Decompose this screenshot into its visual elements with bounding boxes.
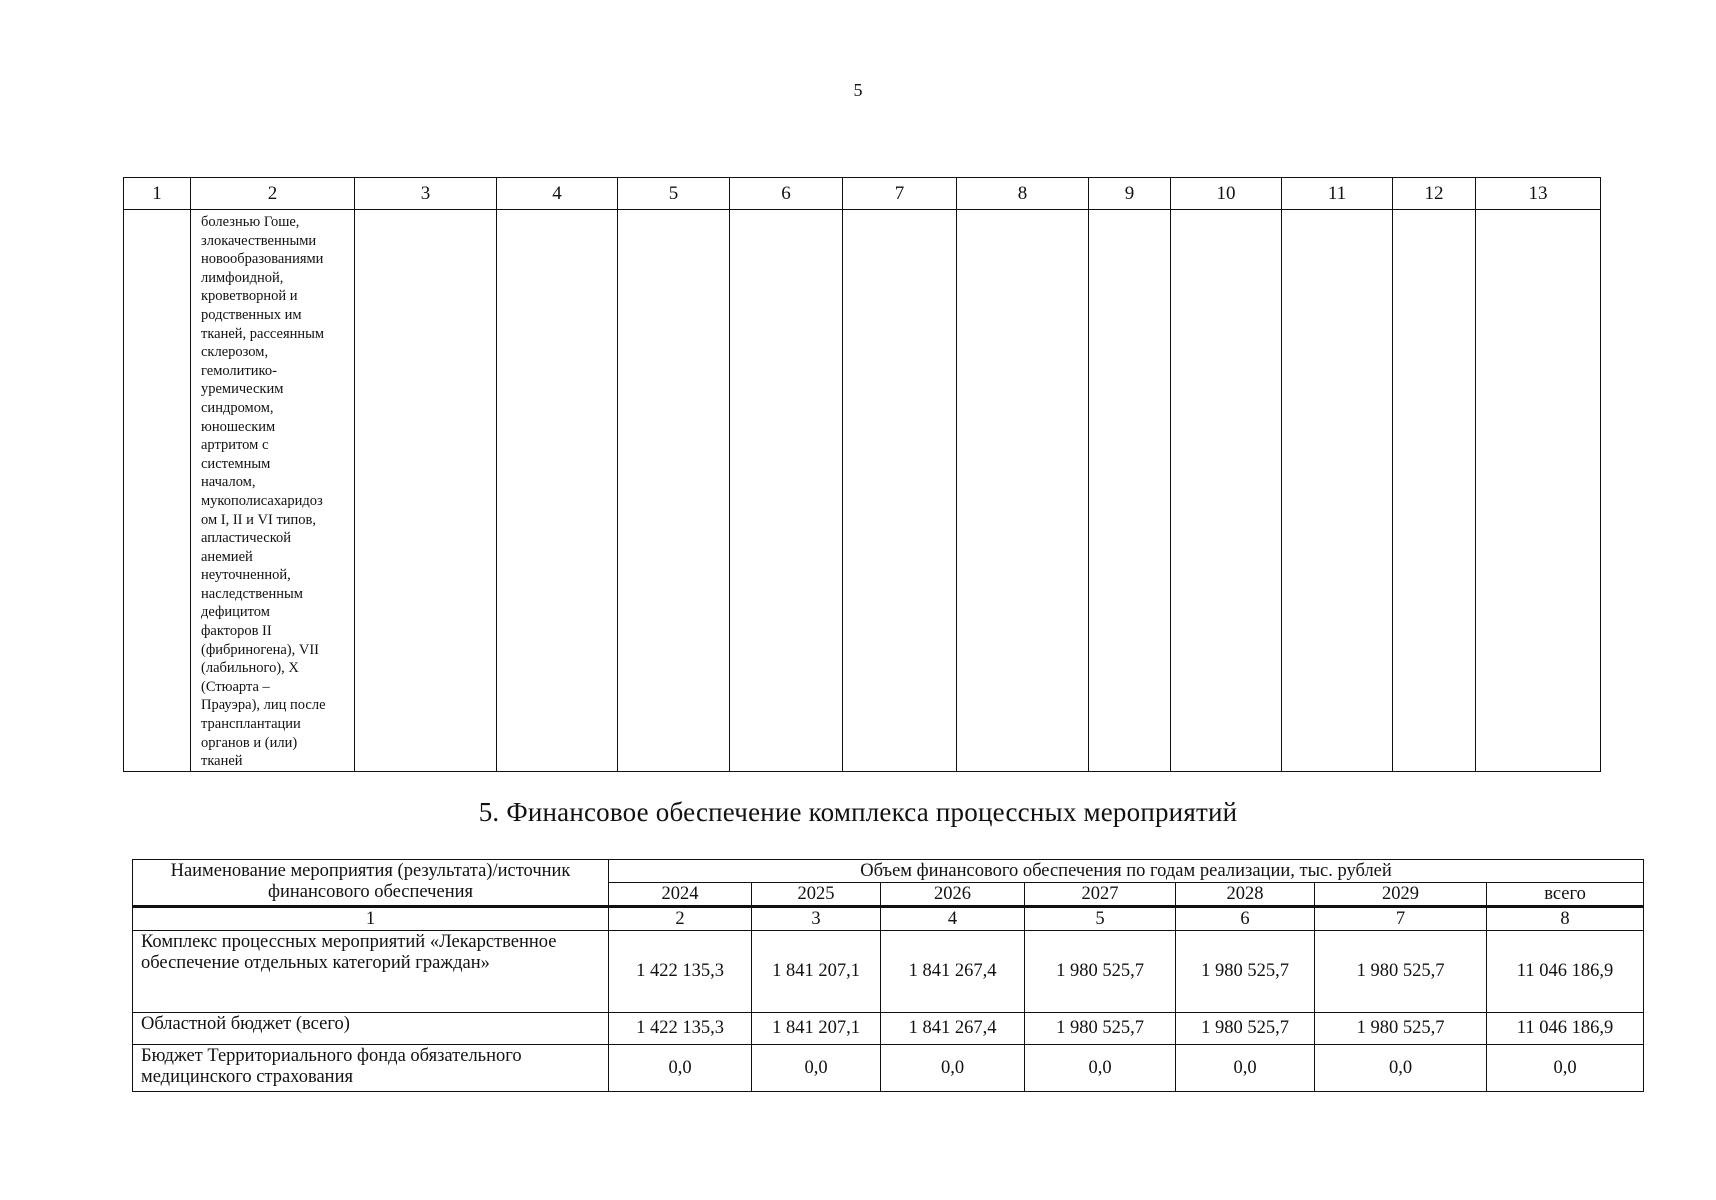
description-line: органов и (или) — [201, 734, 298, 751]
description-line: артритом с — [201, 437, 269, 454]
column-number: 9 — [1089, 178, 1171, 210]
year-header: 2025 — [752, 883, 881, 907]
column-number: 3 — [355, 178, 497, 210]
value-cell: 0,0 — [1176, 1045, 1315, 1092]
value-cell: 1 422 135,3 — [609, 1013, 752, 1045]
column-number: 13 — [1476, 178, 1601, 210]
table-cell — [355, 210, 497, 772]
column-number-row — [124, 178, 1601, 210]
value-cell: 1 980 525,7 — [1315, 931, 1487, 1013]
year-header: 2027 — [1025, 883, 1176, 907]
table-cell — [1171, 210, 1282, 772]
row-name: Комплекс процессных мероприятий «Лекарственное обеспечение отдельных категорий граждан» — [133, 931, 609, 1013]
column-number: 3 — [752, 907, 881, 931]
description-line: склерозом, — [201, 344, 269, 361]
description-cell — [191, 210, 355, 772]
section-title: 5. Финансовое обеспечение комплекса процессных мероприятий — [478, 797, 1238, 827]
column-number-row — [133, 907, 1644, 931]
description-line: уремическим — [201, 381, 284, 398]
year-header: 2028 — [1176, 883, 1315, 907]
description-line: тканей, рассеянным — [201, 325, 325, 342]
description-line: юношеским — [201, 418, 276, 435]
value-cell: 1 841 207,1 — [752, 931, 881, 1013]
value-cell: 0,0 — [609, 1045, 752, 1092]
table-cell — [1089, 210, 1171, 772]
total-header: всего — [1487, 883, 1644, 907]
table-cell — [843, 210, 957, 772]
table-row-complex — [133, 931, 1644, 1013]
column-number: 1 — [124, 178, 191, 210]
column-number: 6 — [1176, 907, 1315, 931]
description-line: (Стюарта – — [201, 678, 270, 695]
table-cell — [730, 210, 843, 772]
column-number: 8 — [957, 178, 1089, 210]
value-cell: 1 980 525,7 — [1025, 931, 1176, 1013]
volume-header: Объем финансового обеспечения по годам реализации, тыс. рублей — [609, 860, 1644, 883]
column-number: 2 — [609, 907, 752, 931]
description-line: тканей — [201, 753, 243, 770]
name-column-header: Наименование мероприятия (результата)/источник финансового обеспечения — [133, 860, 609, 907]
value-cell: 1 841 267,4 — [881, 931, 1025, 1013]
description-line: системным — [201, 455, 271, 472]
column-number: 5 — [618, 178, 730, 210]
column-number: 7 — [843, 178, 957, 210]
table-row-insurance-fund — [133, 1045, 1644, 1092]
table-cell — [1476, 210, 1601, 772]
description-line: Прауэра), лиц после — [201, 697, 326, 714]
description-line: (лабильного), X — [201, 660, 299, 677]
year-header: 2029 — [1315, 883, 1487, 907]
page-number: 5 — [853, 80, 863, 100]
description-line: наследственным — [201, 585, 303, 602]
description-line: началом, — [201, 474, 256, 491]
description-line: злокачественными — [201, 232, 317, 249]
column-number: 4 — [497, 178, 618, 210]
column-number: 2 — [191, 178, 355, 210]
column-number: 4 — [881, 907, 1025, 931]
value-cell: 1 980 525,7 — [1176, 1013, 1315, 1045]
description-line: анемией — [201, 548, 253, 565]
description-line: гемолитико- — [201, 362, 277, 379]
description-line: синдромом, — [201, 399, 274, 416]
column-number: 1 — [133, 907, 609, 931]
description-line: новообразованиями — [201, 251, 324, 268]
value-cell: 1 980 525,7 — [1025, 1013, 1176, 1045]
column-number: 11 — [1282, 178, 1393, 210]
description-text — [201, 213, 348, 771]
table-cell — [618, 210, 730, 772]
year-header: 2024 — [609, 883, 752, 907]
description-line: (фибриногена), VII — [201, 641, 319, 658]
column-number: 5 — [1025, 907, 1176, 931]
value-cell: 0,0 — [1315, 1045, 1487, 1092]
value-cell: 1 980 525,7 — [1315, 1013, 1487, 1045]
column-number: 12 — [1393, 178, 1476, 210]
total-cell: 0,0 — [1487, 1045, 1644, 1092]
description-line: трансплантации — [201, 716, 301, 733]
table-cell — [1393, 210, 1476, 772]
table-cell — [957, 210, 1089, 772]
value-cell: 0,0 — [1025, 1045, 1176, 1092]
description-line: родственных им — [201, 306, 302, 323]
description-line: болезнью Гоше, — [201, 214, 300, 230]
finance-table — [132, 859, 1644, 1092]
value-cell: 0,0 — [752, 1045, 881, 1092]
year-header: 2026 — [881, 883, 1025, 907]
description-line: апластической — [201, 530, 292, 547]
description-line: ом I, II и VI типов, — [201, 511, 317, 528]
column-number: 10 — [1171, 178, 1282, 210]
table-cell — [497, 210, 618, 772]
column-number: 7 — [1315, 907, 1487, 931]
description-line: неуточненной, — [201, 567, 291, 584]
row-name: Бюджет Территориального фонда обязательного медицинского страхования — [133, 1045, 609, 1092]
description-line: мукополисахаридоз — [201, 492, 323, 509]
table-row — [124, 210, 1601, 772]
description-line: факторов II — [201, 623, 272, 640]
header-row — [133, 860, 1644, 883]
total-cell: 11 046 186,9 — [1487, 931, 1644, 1013]
table-row-regional-budget — [133, 1013, 1644, 1045]
value-cell: 1 980 525,7 — [1176, 931, 1315, 1013]
value-cell: 1 841 267,4 — [881, 1013, 1025, 1045]
column-number: 6 — [730, 178, 843, 210]
description-line: лимфоидной, — [201, 269, 284, 286]
column-number: 8 — [1487, 907, 1644, 931]
description-line: дефицитом — [201, 604, 270, 621]
value-cell: 0,0 — [881, 1045, 1025, 1092]
table-cell — [124, 210, 191, 772]
table-cell — [1282, 210, 1393, 772]
value-cell: 1 841 207,1 — [752, 1013, 881, 1045]
description-line: кроветворной и — [201, 288, 298, 305]
value-cell: 1 422 135,3 — [609, 931, 752, 1013]
row-name: Областной бюджет (всего) — [133, 1013, 609, 1045]
total-cell: 11 046 186,9 — [1487, 1013, 1644, 1045]
continuation-table — [123, 177, 1601, 772]
